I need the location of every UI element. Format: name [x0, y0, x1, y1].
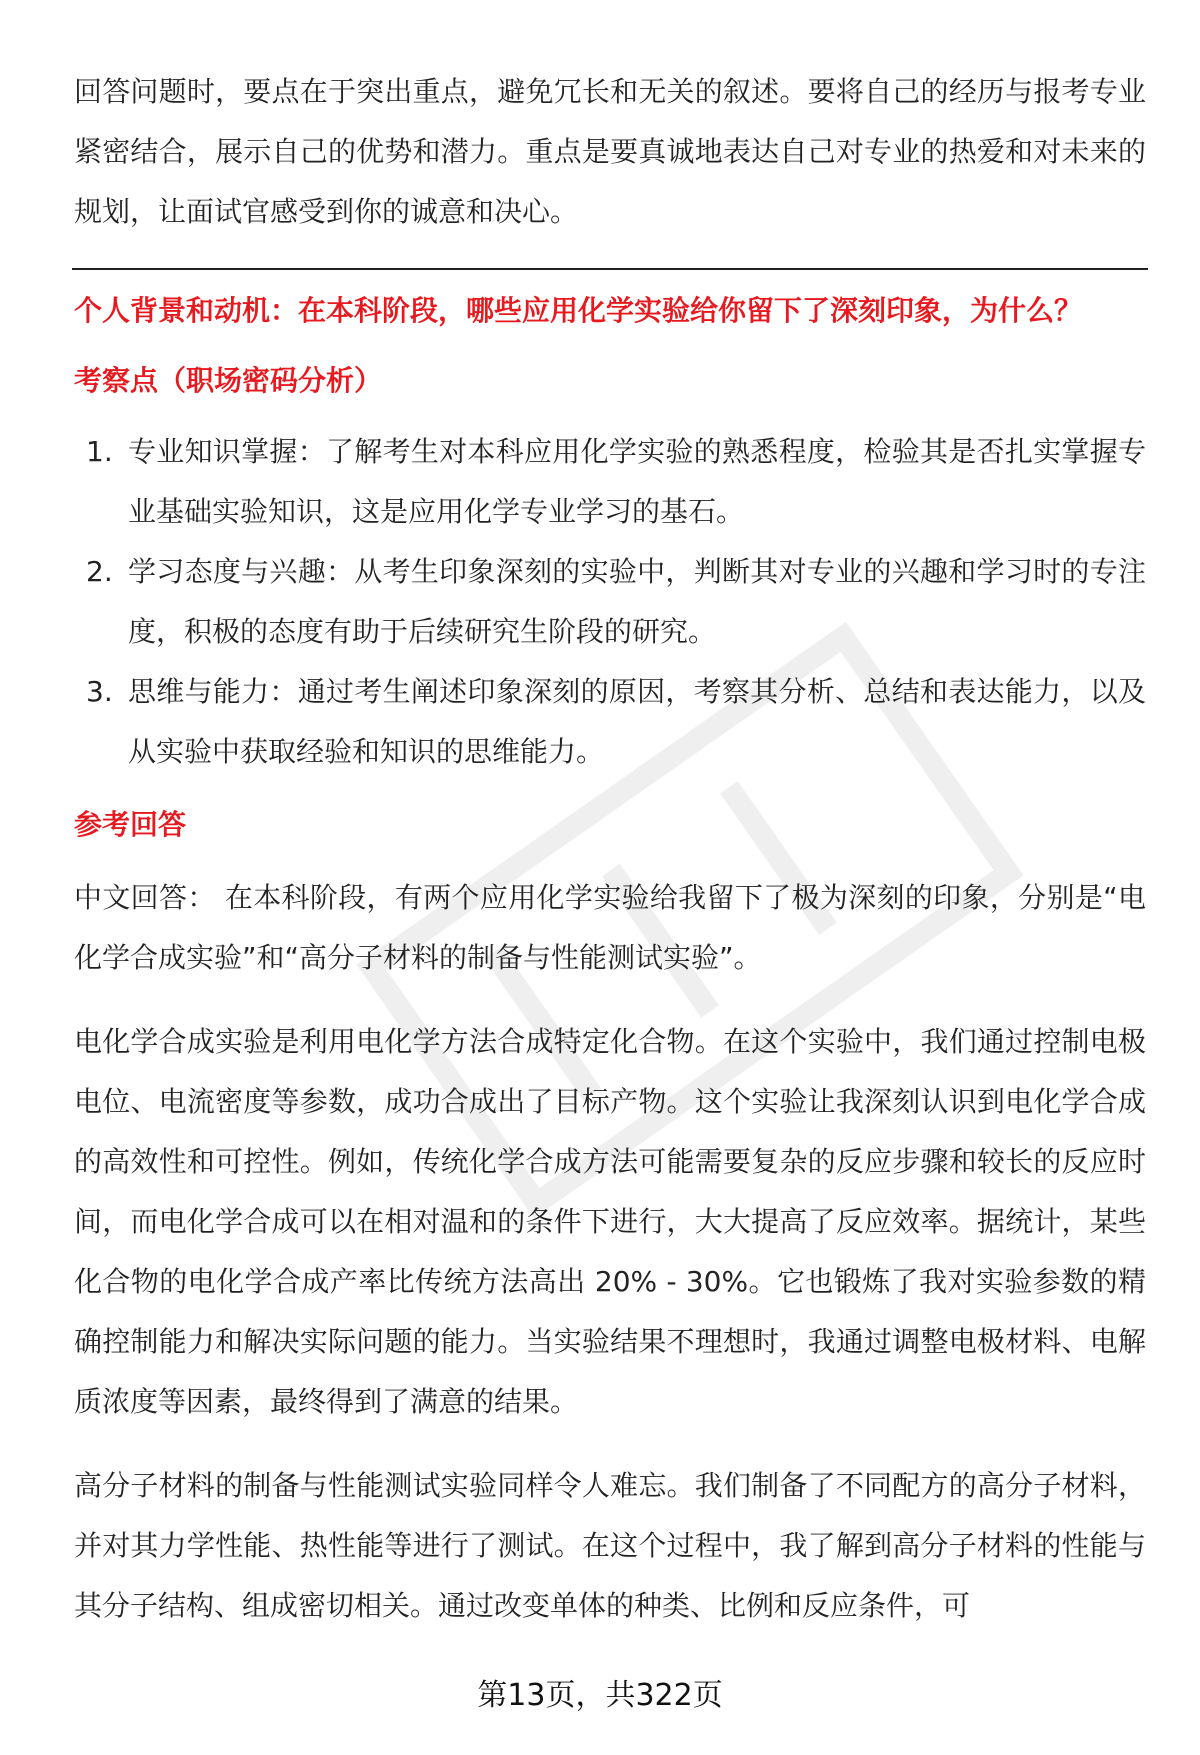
answer-paragraph: 电化学合成实验是利用电化学方法合成特定化合物。在这个实验中，我们通过控制电极电位、电流密度等参数，成功合成出了目标产物。这个实验让我深刻认识到电化学合成的高效性和可控性。例如，传统化学合成方法可能需要复杂的反应步骤和较长的反应时间，而电化学合成可以在相对温和的条件下进行，大大提高了反应效率。据统计，某些化合物的电化学合成产率比传统方法高出 20% - 30%。它也锻炼了我对实验参数的精确控制能力和解决实际问题的能力。当实验结果不理想时，我通过调整电极材料、电解质浓度等因素，最终得到了满意的结果。	[74, 1025, 1146, 1418]
section-divider	[72, 268, 1148, 270]
assessment-point	[74, 422, 1146, 542]
answer-paragraph: 高分子材料的制备与性能测试实验同样令人难忘。我们制备了不同配方的高分子材料，并对其力学性能、热性能等进行了测试。在这个过程中，我了解到高分子材料的性能与其分子结构、组成密切相关。通过改变单体的种类、比例和反应条件，可	[74, 1469, 1146, 1622]
assessment-point-text: 思维与能力：通过考生阐述印象深刻的原因，考察其分析、总结和表达能力，以及从实验中获取经验和知识的思维能力。	[128, 675, 1146, 768]
assessment-list	[74, 422, 1146, 782]
document-page	[74, 62, 1146, 1636]
assessment-heading: 考察点（职场密码分析）	[74, 364, 383, 397]
page-number-footer: 第13页，共322页	[477, 1678, 723, 1713]
list-number: 2.	[86, 555, 113, 588]
assessment-point-text: 学习态度与兴趣：从考生印象深刻的实验中，判断其对专业的兴趣和学习时的专注度，积极的态度有助于后续研究生阶段的研究。	[128, 555, 1146, 648]
assessment-point	[74, 662, 1146, 782]
assessment-point	[74, 542, 1146, 662]
answer-heading: 参考回答	[74, 808, 187, 841]
answer-paragraph: 中文回答： 在本科阶段，有两个应用化学实验给我留下了极为深刻的印象，分别是“电化学合成实验”和“高分子材料的制备与性能测试实验”。	[74, 881, 1146, 974]
list-number: 1.	[86, 435, 113, 468]
assessment-point-text: 专业知识掌握：了解考生对本科应用化学实验的熟悉程度，检验其是否扎实掌握专业基础实验知识，这是应用化学专业学习的基石。	[128, 435, 1146, 528]
question-title: 个人背景和动机：在本科阶段，哪些应用化学实验给你留下了深刻印象，为什么？	[74, 294, 1083, 327]
intro-paragraph: 回答问题时，要点在于突出重点，避免冗长和无关的叙述。要将自己的经历与报考专业紧密结合，展示自己的优势和潜力。重点是要真诚地表达自己对专业的热爱和对未来的规划，让面试官感受到你的诚意和决心。	[74, 75, 1146, 228]
list-number: 3.	[86, 675, 113, 708]
